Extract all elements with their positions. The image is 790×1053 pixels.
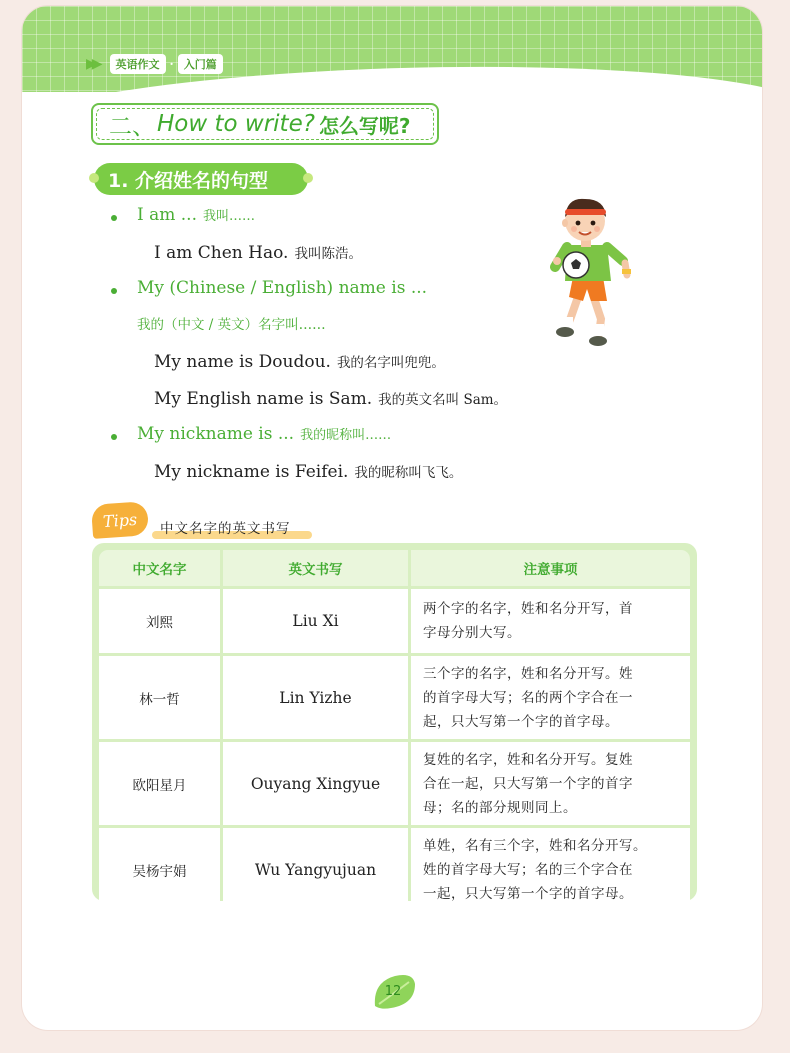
subsection-title: 1. 介绍姓名的句型 [94, 163, 308, 195]
bullet-icon [111, 288, 117, 294]
pattern-2 [137, 278, 427, 298]
note-cell [411, 589, 690, 653]
pattern-2-cn: 我的（中文 / 英文）名字叫…… [137, 317, 326, 333]
note-line: 两个字的名字，姓和名分开写，首 [423, 601, 633, 617]
cn-name-cell: 欧阳星月 [99, 742, 220, 825]
en-name-cell: Wu Yangyujuan [223, 828, 408, 911]
example-cn: 我的名字叫兜兜。 [336, 355, 445, 371]
table-row [99, 828, 690, 911]
note-line: 合在一起，只大写第一个字的首字 [423, 775, 633, 792]
pattern-3-en: My nickname is ... [137, 424, 295, 444]
breadcrumb-separator: · [169, 57, 174, 71]
example-en: My nickname is Feifei. [154, 462, 349, 482]
table-row [99, 742, 690, 825]
tips-badge: Tips [91, 501, 149, 539]
note-line: 字母分别大写。 [423, 625, 521, 641]
table-row [99, 589, 690, 653]
example-cn: 我叫陈浩。 [294, 246, 362, 262]
en-name-cell: Lin Yizhe [223, 656, 408, 739]
section-title [91, 103, 439, 145]
example-3-1 [154, 461, 462, 482]
pattern-1-cn: 我叫…… [203, 209, 256, 224]
breadcrumb-book: 英语作文 [110, 54, 166, 74]
cn-name-cell: 林一哲 [99, 656, 220, 739]
pattern-3 [137, 424, 391, 444]
example-cn: 我的英文名叫 Sam。 [378, 392, 508, 408]
en-name-cell: Ouyang Xingyue [223, 742, 408, 825]
example-en: My name is Doudou. [154, 352, 331, 372]
note-line: 三个字的名字，姓和名分开写。姓 [423, 665, 633, 682]
double-chevron-icon: ▶▶ [86, 56, 98, 72]
en-name-cell: Liu Xi [223, 589, 408, 653]
page [22, 6, 762, 1030]
pattern-2-en: My (Chinese / English) name is ... [137, 278, 428, 298]
note-line: 一起，只大写第一个字的首字母。 [423, 885, 633, 902]
section-number: 二、 [109, 113, 155, 140]
boy-soccer-illustration [527, 189, 637, 354]
note-line: 复姓的名字，姓和名分开写。复姓 [423, 751, 633, 768]
table-header: 英文书写 [223, 550, 408, 586]
note-cell [411, 828, 690, 911]
cn-name-cell: 刘熙 [99, 589, 220, 653]
pattern-1 [137, 205, 255, 225]
example-en: I am Chen Hao. [154, 243, 289, 263]
section-title-zh: 怎么写呢? [318, 113, 411, 138]
example-cn: 我的昵称叫飞飞。 [354, 465, 463, 481]
breadcrumb-level: 入门篇 [178, 54, 223, 74]
note-line: 的首字母大写；名的两个字合在一 [423, 689, 633, 706]
example-en: My English name is Sam. [154, 389, 373, 409]
page-number [369, 970, 417, 1012]
example-1-1 [154, 242, 362, 263]
table-header: 注意事项 [411, 550, 690, 586]
note-line: 姓的首字母大写；名的三个字合在 [423, 861, 633, 878]
tips-text: 中文名字的英文书写 [160, 521, 291, 537]
note-line: 母；名的部分规则同上。 [423, 799, 577, 816]
pattern-2-cn-line [137, 313, 326, 333]
pattern-1-en: I am ... [137, 205, 197, 225]
note-line: 起，只大写第一个字的首字母。 [423, 713, 619, 730]
table-header-row [99, 550, 690, 586]
note-cell [411, 742, 690, 825]
note-cell [411, 656, 690, 739]
table-row [99, 656, 690, 739]
breadcrumb [86, 54, 223, 74]
table-header: 中文名字 [99, 550, 220, 586]
bullet-icon [111, 215, 117, 221]
example-2-1 [154, 351, 445, 372]
page-number-text: 12 [384, 983, 402, 999]
names-table [92, 543, 697, 901]
section-title-en: How to write? [157, 111, 315, 137]
cn-name-cell: 吴杨宇娟 [99, 828, 220, 911]
note-line: 单姓，名有三个字，姓和名分开写。 [423, 837, 647, 854]
pattern-3-cn: 我的昵称叫…… [300, 428, 392, 443]
example-2-2 [154, 388, 507, 409]
bullet-icon [111, 434, 117, 440]
